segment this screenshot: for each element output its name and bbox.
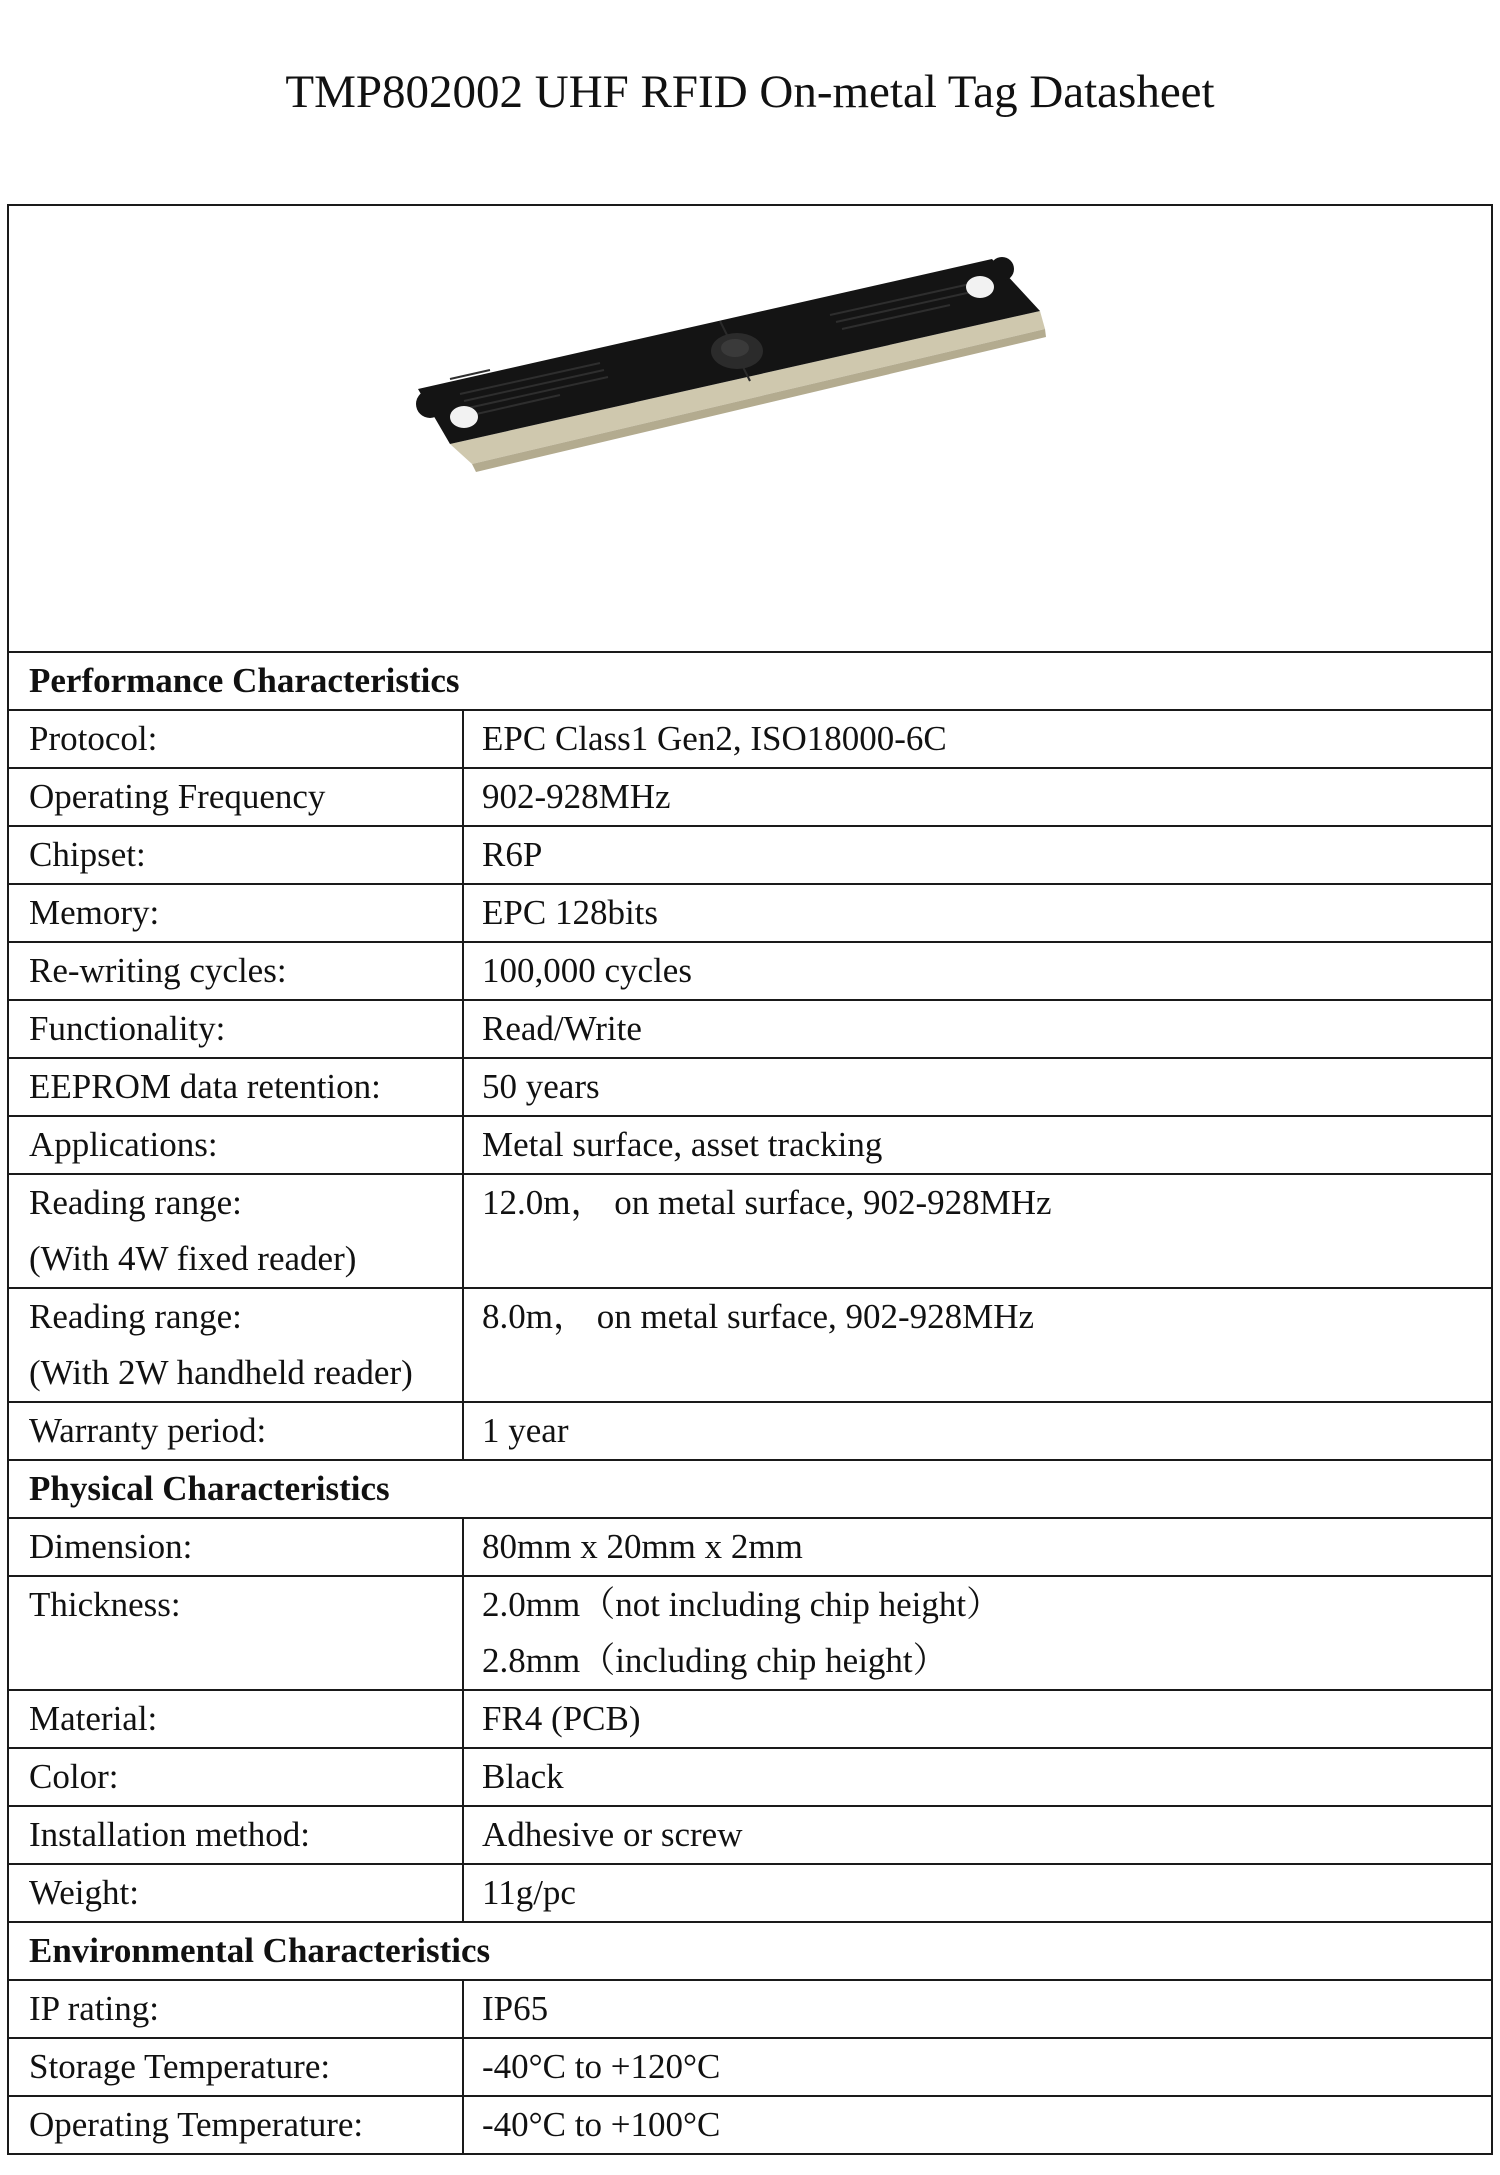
row-label	[8, 1288, 463, 1402]
row-label: Operating Frequency	[8, 768, 463, 826]
section-physical	[8, 1460, 1492, 1518]
row-value: -40°C to +120°C	[463, 2038, 1492, 2096]
row-value: 902-928MHz	[463, 768, 1492, 826]
row-value-line1: 12.0m， on metal surface, 902-928MHz	[482, 1183, 1052, 1222]
table-row	[8, 1980, 1492, 2038]
row-label-line2: (With 4W fixed reader)	[29, 1239, 357, 1278]
row-value: R6P	[463, 826, 1492, 884]
row-value: Metal surface, asset tracking	[463, 1116, 1492, 1174]
row-label: Installation method:	[8, 1806, 463, 1864]
row-label: Warranty period:	[8, 1402, 463, 1460]
row-value: Black	[463, 1748, 1492, 1806]
table-row	[8, 1116, 1492, 1174]
row-label	[8, 1576, 463, 1690]
section-environmental	[8, 1922, 1492, 1980]
table-row	[8, 1402, 1492, 1460]
row-value-line2: 2.8mm（including chip height）	[482, 1641, 948, 1680]
table-row	[8, 2038, 1492, 2096]
row-label-line2: (With 2W handheld reader)	[29, 1353, 413, 1392]
table-row	[8, 1690, 1492, 1748]
row-label: EEPROM data retention:	[8, 1058, 463, 1116]
row-value-line1: 2.0mm（not including chip height）	[482, 1585, 1002, 1624]
table-row	[8, 1288, 1492, 1402]
row-value: 11g/pc	[463, 1864, 1492, 1922]
row-label: Chipset:	[8, 826, 463, 884]
row-value: Read/Write	[463, 1000, 1492, 1058]
table-row	[8, 768, 1492, 826]
row-label: Memory:	[8, 884, 463, 942]
section-heading: Physical Characteristics	[8, 1460, 1492, 1518]
table-row	[8, 1058, 1492, 1116]
mounting-hole-right	[966, 276, 994, 298]
row-label: Re-writing cycles:	[8, 942, 463, 1000]
table-row	[8, 1576, 1492, 1690]
row-label-line1: Reading range:	[29, 1183, 242, 1222]
row-value: 1 year	[463, 1402, 1492, 1460]
row-label: Functionality:	[8, 1000, 463, 1058]
table-row	[8, 1174, 1492, 1288]
row-label: Material:	[8, 1690, 463, 1748]
table-row	[8, 1518, 1492, 1576]
table-row	[8, 1864, 1492, 1922]
table-row	[8, 2096, 1492, 2154]
row-value: 50 years	[463, 1058, 1492, 1116]
row-value: EPC 128bits	[463, 884, 1492, 942]
row-label-line1: Reading range:	[29, 1297, 242, 1336]
section-heading: Environmental Characteristics	[8, 1922, 1492, 1980]
row-label: Protocol:	[8, 710, 463, 768]
mounting-hole-left	[450, 406, 478, 428]
datasheet-table	[7, 204, 1493, 2155]
row-value: 80mm x 20mm x 2mm	[463, 1518, 1492, 1576]
row-value	[463, 1174, 1492, 1288]
row-value: IP65	[463, 1980, 1492, 2038]
product-image-cell	[8, 205, 1492, 652]
row-label: Dimension:	[8, 1518, 463, 1576]
row-value	[463, 1288, 1492, 1402]
row-label: Operating Temperature:	[8, 2096, 463, 2154]
section-performance	[8, 652, 1492, 710]
row-label: Applications:	[8, 1116, 463, 1174]
row-value: 100,000 cycles	[463, 942, 1492, 1000]
product-image-row	[8, 205, 1492, 652]
row-value	[463, 1576, 1492, 1690]
table-row	[8, 1748, 1492, 1806]
table-row	[8, 710, 1492, 768]
section-heading: Performance Characteristics	[8, 652, 1492, 710]
row-value: -40°C to +100°C	[463, 2096, 1492, 2154]
row-label-line1: Thickness:	[29, 1585, 181, 1624]
document-title: TMP802002 UHF RFID On-metal Tag Datasheet	[285, 66, 1215, 118]
table-row	[8, 1000, 1492, 1058]
row-label	[8, 1174, 463, 1288]
table-row	[8, 826, 1492, 884]
table-row	[8, 884, 1492, 942]
row-label: Weight:	[8, 1864, 463, 1922]
row-value: EPC Class1 Gen2, ISO18000-6C	[463, 710, 1492, 768]
row-label: Color:	[8, 1748, 463, 1806]
row-value: FR4 (PCB)	[463, 1690, 1492, 1748]
row-value-line1: 8.0m， on metal surface, 902-928MHz	[482, 1297, 1035, 1336]
row-label: IP rating:	[8, 1980, 463, 2038]
table-row	[8, 1806, 1492, 1864]
rfid-tag-image	[390, 239, 1110, 619]
row-label: Storage Temperature:	[8, 2038, 463, 2096]
table-row	[8, 942, 1492, 1000]
row-value: Adhesive or screw	[463, 1806, 1492, 1864]
